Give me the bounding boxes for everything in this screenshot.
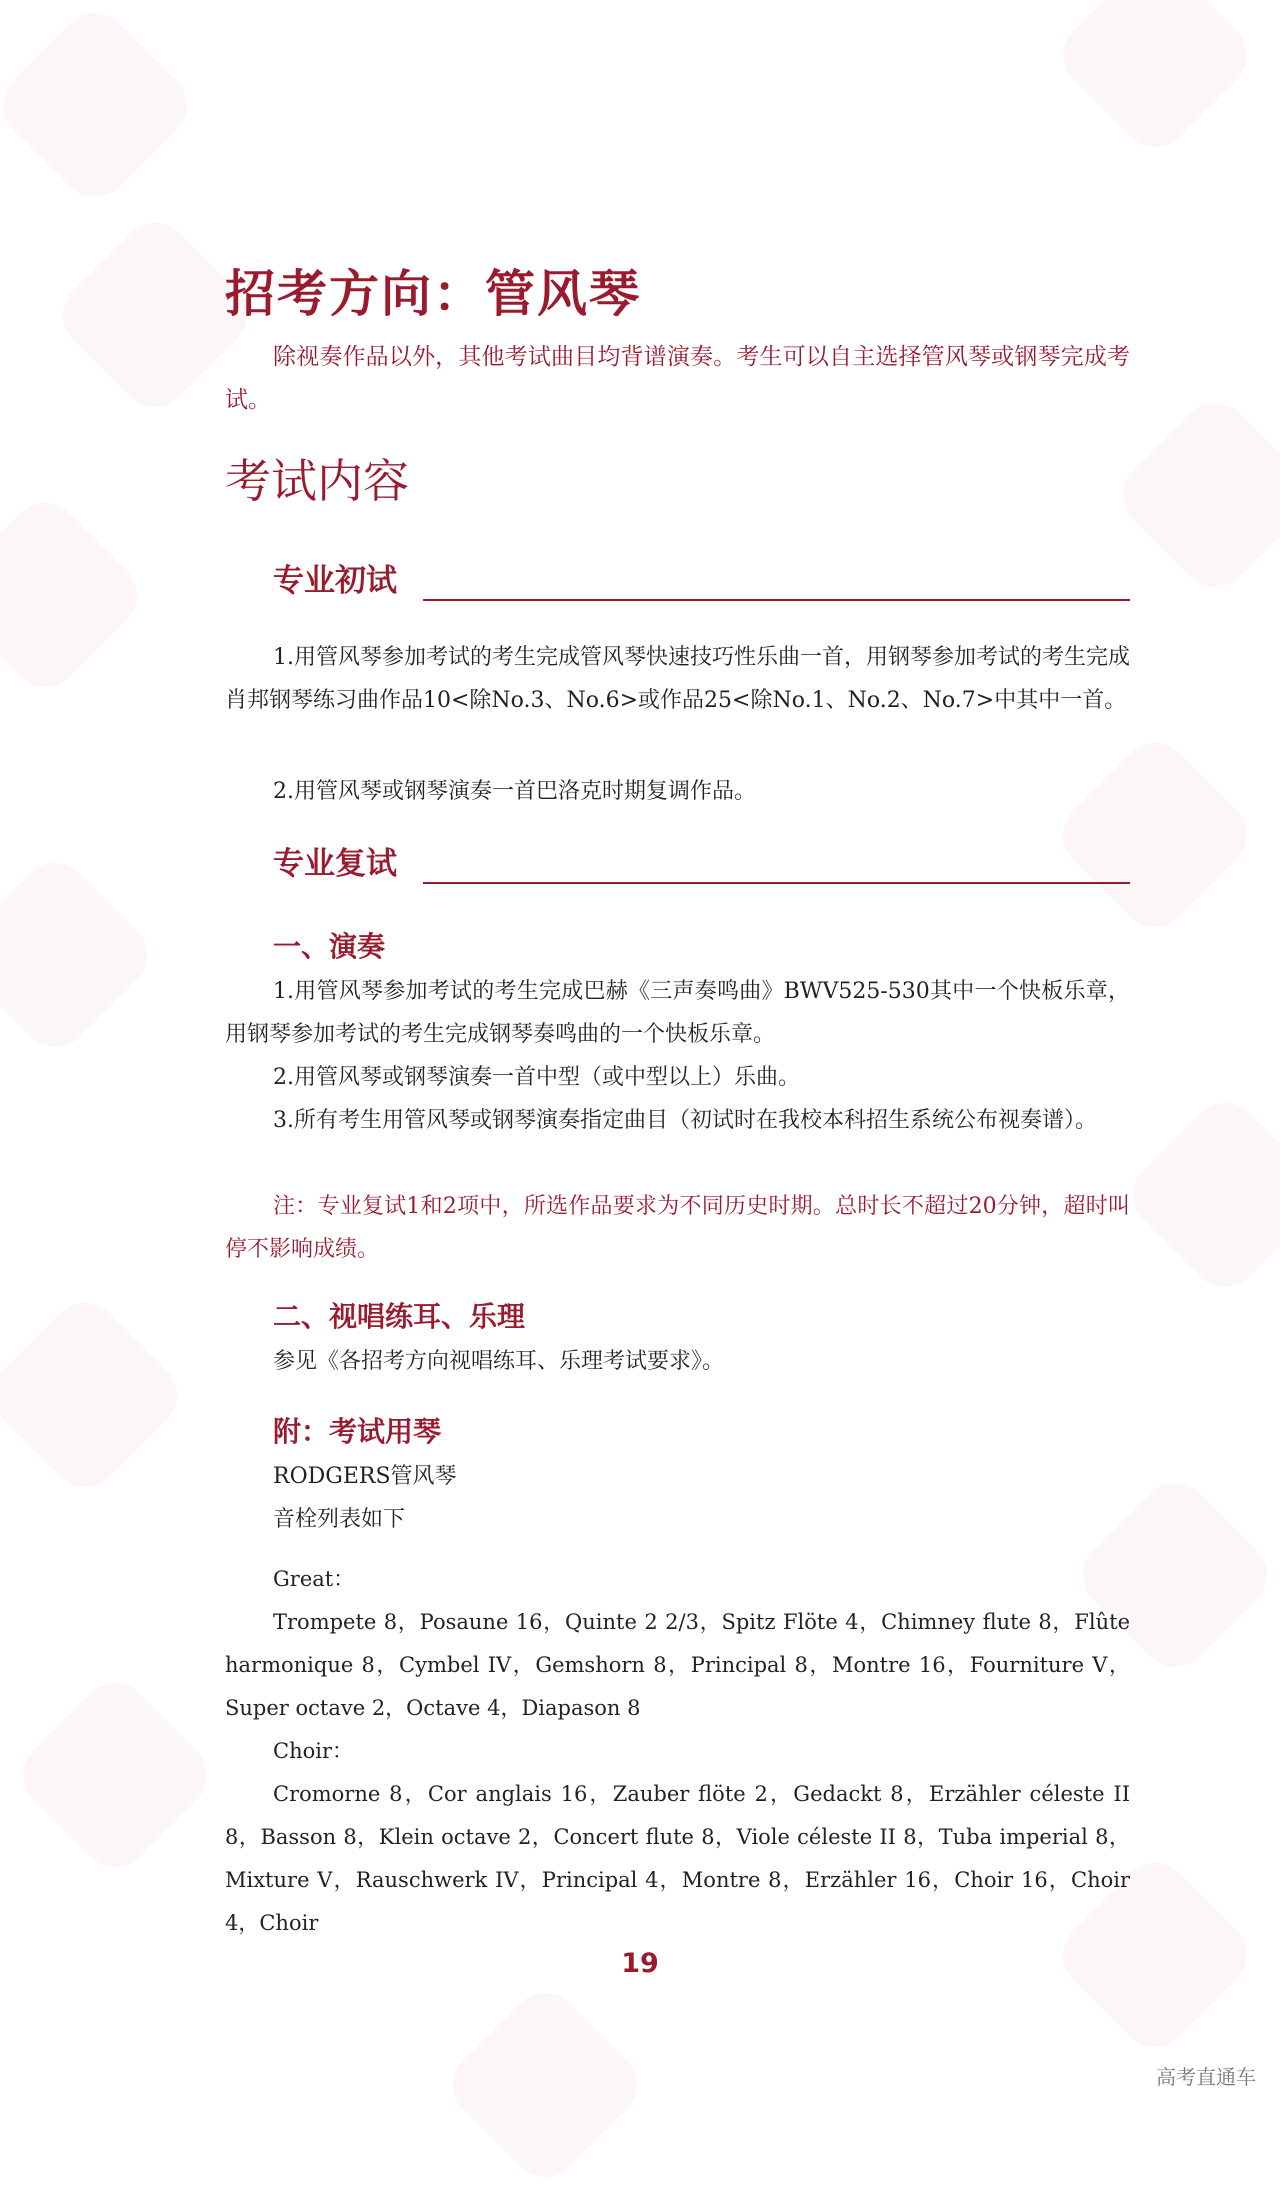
- watermark-tile: [1109, 389, 1280, 601]
- page-title: 招考方向：管风琴: [225, 265, 641, 323]
- retest-heading: [273, 838, 1130, 886]
- heading-rule: [423, 599, 1130, 601]
- watermark-tile: [0, 0, 201, 211]
- watermark-tile: [439, 1979, 651, 2191]
- performance-item-2: 2.用管风琴或钢琴演奏一首中型（或中型以上）乐曲。: [273, 1065, 800, 1090]
- sight-singing-heading: 二、视唱练耳、乐理: [273, 1300, 526, 1333]
- performance-item-3: 3.所有考生用管风琴或钢琴演奏指定曲目（初试时在我校本科招生系统公布视奏谱）。: [273, 1108, 1097, 1133]
- preliminary-item-1: 1.用管风琴参加考试的考生完成管风琴快速技巧性乐曲一首，用钢琴参加考试的考生完成肖邦钢琴练习曲作品10<除No.3、No.6>或作品25<除No.1、No.2、No.7>中其中一首。: [225, 645, 1130, 713]
- watermark-tile: [1049, 0, 1261, 161]
- sight-singing-text: 参见《各招考方向视唱练耳、乐理考试要求》。: [273, 1349, 725, 1374]
- section-title: 考试内容: [225, 454, 409, 508]
- great-stops: Trompete 8，Posaune 16，Quinte 2 2/3，Spitz Flöte 4，Chimney flute 8，Flûte harmonique 8，Cymbel IV，Gemshorn 8，Principal 8，Montre 16，Fourniture V，Super octave 2，Octave 4，Diapason 8: [225, 1610, 1130, 1720]
- heading-rule: [423, 882, 1130, 884]
- choir-stops: Cromorne 8，Cor anglais 16，Zauber flöte 2，Gedackt 8，Erzähler céleste II 8，Basson 8，Klein octave 2，Concert flute 8，Viole céleste II 8，Tuba imperial 8，Mixture V，Rauschwerk IV，Principal 4，Montre 8，Erzähler 16，Choir 16，Choir 4，Choir: [225, 1782, 1130, 1935]
- corner-watermark-text: 高考直通车: [1156, 2065, 1256, 2089]
- preliminary-heading-label: 专业初试: [273, 563, 397, 599]
- watermark-tile: [1119, 1089, 1280, 1301]
- performance-item-1: 1.用管风琴参加考试的考生完成巴赫《三声奏鸣曲》BWV525-530其中一个快板乐章，用钢琴参加考试的考生完成钢琴奏鸣曲的一个快板乐章。: [225, 979, 1130, 1047]
- appendix-stops-intro: 音栓列表如下: [273, 1507, 406, 1532]
- watermark-tile: [0, 489, 151, 701]
- preliminary-heading: [273, 555, 1130, 603]
- watermark-tile: [1049, 729, 1261, 941]
- preliminary-item-2: 2.用管风琴或钢琴演奏一首巴洛克时期复调作品。: [273, 779, 756, 804]
- watermark-tile: [9, 1669, 221, 1881]
- performance-note: 注：专业复试1和2项中，所选作品要求为不同历史时期。总时长不超过20分钟，超时叫停不影响成绩。: [225, 1194, 1130, 1262]
- watermark-tile: [0, 1289, 191, 1501]
- retest-heading-label: 专业复试: [273, 846, 397, 882]
- watermark-tile: [0, 849, 161, 1061]
- great-label: Great：: [273, 1567, 355, 1591]
- choir-label: Choir：: [273, 1739, 353, 1763]
- performance-heading: 一、演奏: [273, 930, 386, 963]
- appendix-instrument: RODGERS管风琴: [273, 1464, 457, 1489]
- appendix-heading: 附：考试用琴: [273, 1415, 442, 1448]
- page-number: 19: [621, 1948, 659, 1979]
- intro-paragraph: 除视奏作品以外，其他考试曲目均背谱演奏。考生可以自主选择管风琴或钢琴完成考试。: [225, 344, 1130, 413]
